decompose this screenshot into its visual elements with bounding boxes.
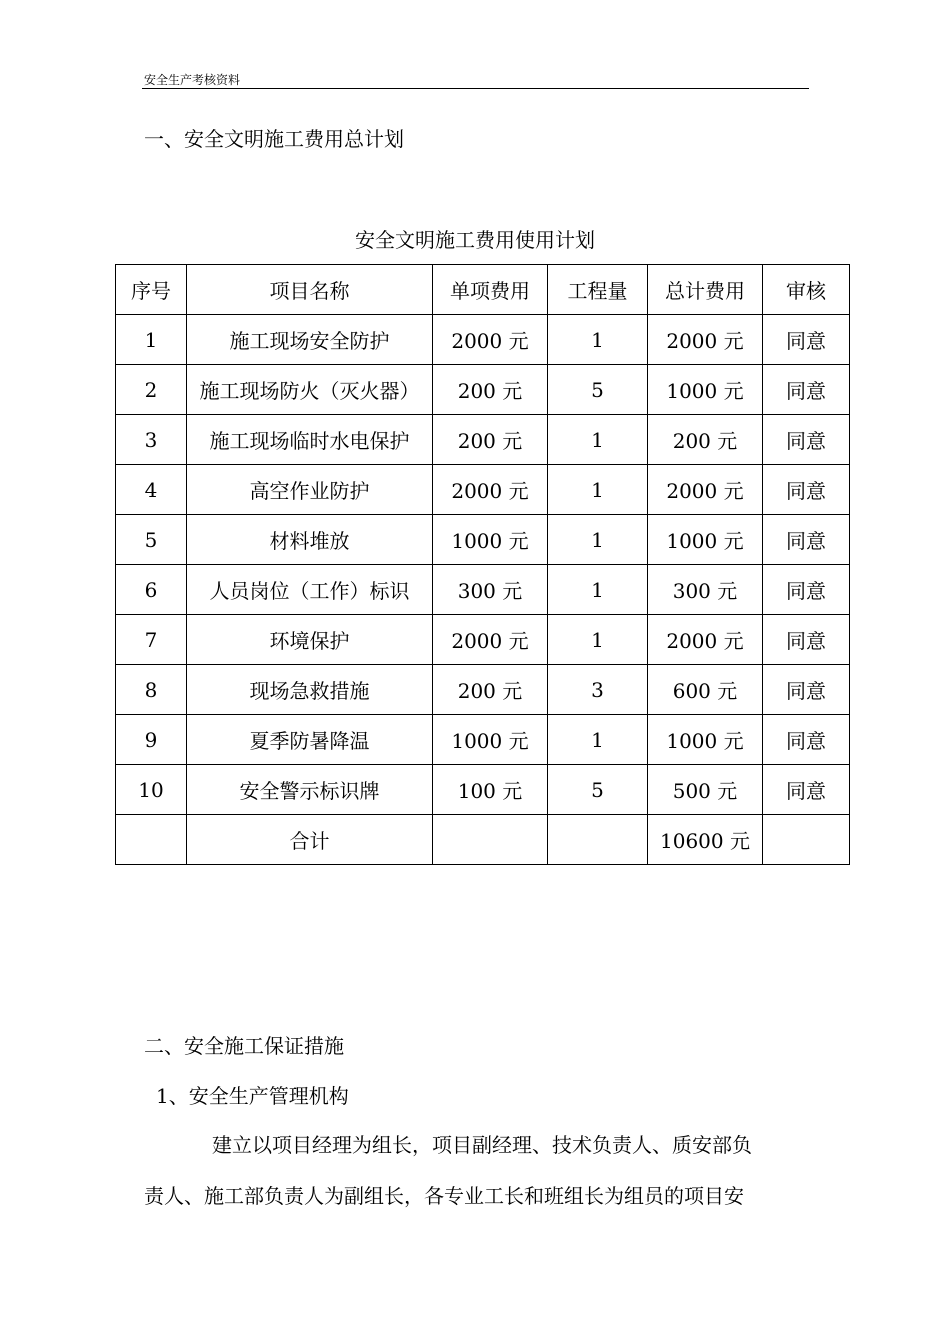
unit-cost: 100 元 [433,765,548,815]
quantity: 1 [548,565,648,615]
table-row [116,615,850,665]
total-row [116,815,850,865]
table-body [116,315,850,815]
row-number: 8 [116,665,187,715]
item-name: 环境保护 [187,615,433,665]
column-header: 单项费用 [433,265,548,315]
item-name: 施工现场安全防护 [187,315,433,365]
section-2-title: 二、安全施工保证措施 [144,1034,344,1058]
total-cell-empty [433,815,548,865]
total-cost: 2000 元 [648,465,763,515]
unit-cost: 200 元 [433,365,548,415]
section-1-title: 一、安全文明施工费用总计划 [144,127,404,151]
approval: 同意 [763,665,850,715]
total-label: 合计 [187,815,433,865]
total-cost: 2000 元 [648,315,763,365]
quantity: 3 [548,665,648,715]
item-name: 材料堆放 [187,515,433,565]
row-number: 6 [116,565,187,615]
subsection-title: 1、安全生产管理机构 [156,1084,349,1108]
quantity: 1 [548,715,648,765]
quantity: 5 [548,365,648,415]
table-row [116,715,850,765]
column-header: 工程量 [548,265,648,315]
quantity: 5 [548,765,648,815]
column-header: 项目名称 [187,265,433,315]
header-rule [142,88,809,89]
approval: 同意 [763,515,850,565]
paragraph-line: 建立以项目经理为组长，项目副经理、技术负责人、质安部负 [212,1133,752,1157]
total-cell-empty [763,815,850,865]
table-header-row [116,265,850,315]
item-name: 施工现场临时水电保护 [187,415,433,465]
approval: 同意 [763,315,850,365]
total-cost: 300 元 [648,565,763,615]
approval: 同意 [763,565,850,615]
table-row [116,765,850,815]
row-number: 10 [116,765,187,815]
quantity: 1 [548,315,648,365]
total-cell-empty [548,815,648,865]
column-header: 总计费用 [648,265,763,315]
approval: 同意 [763,465,850,515]
item-name: 现场急救措施 [187,665,433,715]
cost-plan-table [115,264,850,865]
unit-cost: 200 元 [433,415,548,465]
table-row [116,515,850,565]
total-cost: 600 元 [648,665,763,715]
table-row [116,315,850,365]
row-number: 3 [116,415,187,465]
table-row [116,565,850,615]
approval: 同意 [763,715,850,765]
total-cost: 1000 元 [648,515,763,565]
table-row [116,465,850,515]
approval: 同意 [763,765,850,815]
table-row [116,415,850,465]
paragraph-line: 责人、施工部负责人为副组长，各专业工长和班组长为组员的项目安 [144,1184,744,1208]
item-name: 夏季防暑降温 [187,715,433,765]
total-cell-empty [116,815,187,865]
total-cost: 500 元 [648,765,763,815]
quantity: 1 [548,615,648,665]
item-name: 人员岗位（工作）标识 [187,565,433,615]
unit-cost: 1000 元 [433,515,548,565]
total-cost: 1000 元 [648,365,763,415]
approval: 同意 [763,365,850,415]
unit-cost: 200 元 [433,665,548,715]
column-header: 序号 [116,265,187,315]
total-amount: 10600 元 [648,815,763,865]
page-header: 安全生产考核资料 [144,73,241,87]
row-number: 9 [116,715,187,765]
quantity: 1 [548,415,648,465]
total-cost: 200 元 [648,415,763,465]
row-number: 4 [116,465,187,515]
row-number: 1 [116,315,187,365]
total-cost: 1000 元 [648,715,763,765]
unit-cost: 2000 元 [433,465,548,515]
item-name: 施工现场防火（灭火器） [187,365,433,415]
unit-cost: 2000 元 [433,615,548,665]
table-caption: 安全文明施工费用使用计划 [355,228,595,252]
item-name: 安全警示标识牌 [187,765,433,815]
row-number: 5 [116,515,187,565]
total-cost: 2000 元 [648,615,763,665]
approval: 同意 [763,615,850,665]
approval: 同意 [763,415,850,465]
row-number: 2 [116,365,187,415]
item-name: 高空作业防护 [187,465,433,515]
row-number: 7 [116,615,187,665]
quantity: 1 [548,465,648,515]
unit-cost: 300 元 [433,565,548,615]
quantity: 1 [548,515,648,565]
table-row [116,665,850,715]
table-row [116,365,850,415]
unit-cost: 2000 元 [433,315,548,365]
unit-cost: 1000 元 [433,715,548,765]
column-header: 审核 [763,265,850,315]
